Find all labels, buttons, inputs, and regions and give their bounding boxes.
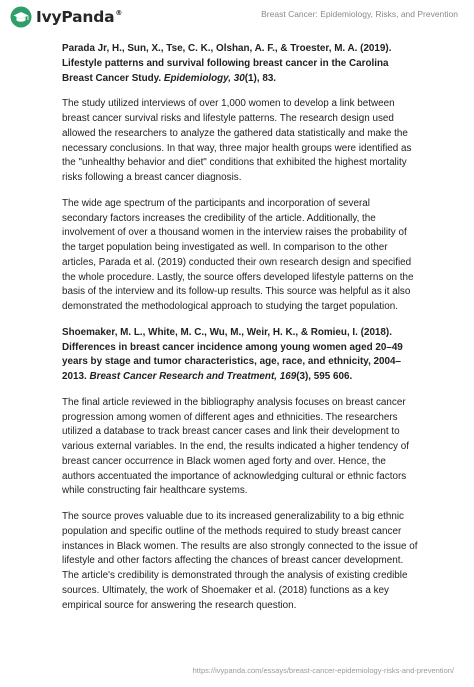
page-footer-url[interactable]: https://ivypanda.com/essays/breast-cancer-epidemiology-risks-and-prevention/: [192, 666, 454, 675]
document-body: [62, 42, 418, 624]
reference-shoemaker: Shoemaker, M. L., White, M. C., Wu, M., Weir, H. K., & Romieu, I. (2018). Differences in breast cancer incidence among young women aged 20–49 years by stage and tumor characteristics, age, race, and ethnicity, 2004–2013. Breast Cancer Research and Treatment, 169(3), 595 606.: [62, 326, 403, 382]
logo-text: IvyPanda®: [36, 8, 123, 26]
document-title: Breast Cancer: Epidemiology, Risks, and Prevention: [261, 9, 458, 19]
page-header: [0, 0, 474, 36]
paragraph-4: The source proves valuable due to its increased generalizability to a big ethnic population and specific outline of the methods required to study breast cancer instances in Black women. The results are also strongly connected to the issue of lifestyle and other factors affecting the chances of breast cancer development. The article's credibility is demonstrated through the analysis of existing credible sources. Ultimately, the work of Shoemaker et al. (2018) functions as a key empirical source for answering the research question.: [62, 511, 418, 611]
graduation-cap-icon: [10, 6, 32, 28]
paragraph-3: The final article reviewed in the bibliography analysis focuses on breast cancer progression among women of different ages and ethnicities. The researchers utilized a database to track breast cancer cases and link their development to various external variables. In the end, the results indicated a higher tendency of breast cancer occurrence in Black women aged forty and over. Hence, the authors accentuated the importance of acknowledging cultural or ethnic factors while constructing fair healthcare systems.: [62, 396, 409, 497]
ivypanda-logo[interactable]: [10, 6, 122, 28]
paragraph-2: The wide age spectrum of the participants and incorporation of several secondary factors increases the credibility of the article. Additionally, the involvement of over a thousand women in the interview raises the probability of the target population being investigated as well. In comparison to the other articles, Parada et al. (2019) conducted their own research design and specified the whole procedure. Lastly, the source offers developed lifestyle patterns on the basis of the interview and its follow-up results. This source was helpful as it also demonstrated the methodological approach to studying the target population.: [62, 197, 414, 312]
reference-parada: Parada Jr, H., Sun, X., Tse, C. K., Olshan, A. F., & Troester, M. A. (2019). Lifestyle patterns and survival following breast cancer in the Carolina Breast Cancer Study. Epidemiology, 30(1), 83.: [62, 43, 392, 84]
paragraph-1: The study utilized interviews of over 1,000 women to develop a link between breast cancer survival risks and lifestyle patterns. The research design used allowed the researchers to analyze the gathered data statistically and make the necessary conclusions. In that way, three major health groups were identified as the "unhealthy behavior and diet" conditions that exhibited the highest mortality risks following a breast cancer diagnosis.: [62, 98, 412, 183]
